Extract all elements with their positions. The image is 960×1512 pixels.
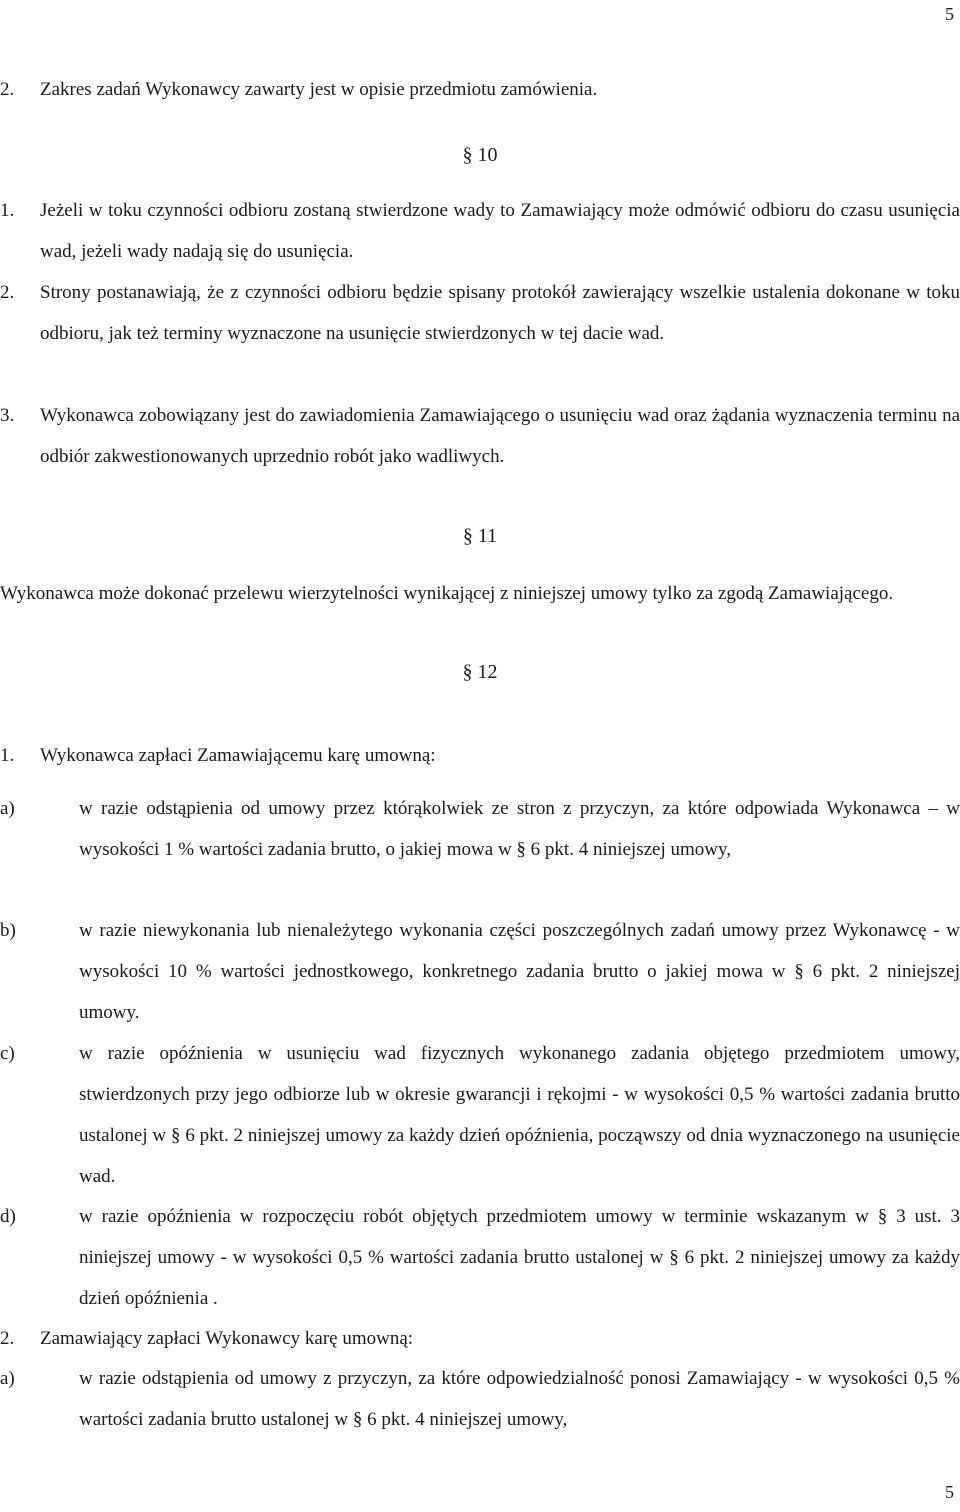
list-item-12-1-b — [0, 910, 960, 1033]
paragraph-10-1 — [0, 190, 960, 272]
item-label: a) — [0, 798, 15, 819]
list-item-12-1-a — [0, 788, 960, 870]
paragraph-text: Wykonawca może dokonać przelewu wierzytelności wynikającej z niniejszej umowy tylko za zgodą Zamawiającego. — [0, 583, 894, 604]
paragraph-9-2 — [0, 69, 960, 110]
paragraph-12-1 — [0, 735, 960, 776]
item-label: b) — [0, 920, 16, 941]
item-text: w razie opóźnienia w usunięciu wad fizycznych wykonanego zadania objętego przedmiotem umowy, stwierdzonych przy jego odbiorze lub w okresie gwarancji i rękojmi - w wysokości 0,5 % wartości zadania brutto ustalonej w § 6 pkt. 2 niniejszej umowy za każdy dzień opóźnienia, począwszy od dnia wyznaczonego na usunięcie wad. — [79, 1043, 960, 1187]
paragraph-text: Zakres zadań Wykonawcy zawarty jest w opisie przedmiotu zamówienia. — [40, 79, 598, 100]
item-number: 1. — [0, 745, 15, 766]
list-item-12-2-a — [0, 1358, 960, 1440]
paragraph-10-3 — [0, 395, 960, 477]
section-heading-12: § 12 — [462, 661, 498, 683]
item-text: w razie odstąpienia od umowy z przyczyn, za które odpowiedzialność ponosi Zamawiający - w wysokości 0,5 % wartości zadania brutto ustalonej w § 6 pkt. 4 niniejszej umowy, — [79, 1368, 960, 1430]
paragraph-11 — [0, 573, 960, 614]
item-label: c) — [0, 1043, 15, 1064]
list-item-12-1-d — [0, 1196, 960, 1319]
paragraph-text: Strony postanawiają, że z czynności odbioru będzie spisany protokół zawierający wszelkie ustalenia dokonane w toku odbioru, jak też terminy wyznaczone na usunięcie stwierdzonych w tej dacie wad. — [40, 282, 960, 344]
item-label: d) — [0, 1206, 16, 1227]
paragraph-text: Zamawiający zapłaci Wykonawcy karę umowną: — [40, 1328, 414, 1349]
item-number: 2. — [0, 1328, 15, 1349]
page-number-top: 5 — [945, 4, 954, 24]
paragraph-10-2 — [0, 272, 960, 354]
paragraph-text: Wykonawca zobowiązany jest do zawiadomienia Zamawiającego o usunięciu wad oraz żądania wyznaczenia terminu na odbiór zakwestionowanych uprzednio robót jako wadliwych. — [40, 405, 960, 467]
paragraph-12-2 — [0, 1318, 960, 1359]
item-text: w razie odstąpienia od umowy przez którąkolwiek ze stron z przyczyn, za które odpowiada Wykonawca – w wysokości 1 % wartości zadania brutto, o jakiej mowa w § 6 pkt. 4 niniejszej umowy, — [79, 798, 960, 860]
page-number-bottom: 5 — [945, 1482, 954, 1502]
item-number: 2. — [0, 79, 15, 100]
section-heading-10: § 10 — [462, 144, 498, 166]
item-text: w razie opóźnienia w rozpoczęciu robót objętych przedmiotem umowy w terminie wskazanym w § 3 ust. 3 niniejszej umowy - w wysokości 0,5 % wartości zadania brutto ustalonej w § 6 pkt. 2 niniejszej umowy za każdy dzień opóźnienia . — [79, 1206, 960, 1309]
section-heading-11: § 11 — [462, 525, 498, 547]
item-label: a) — [0, 1368, 15, 1389]
paragraph-text: Wykonawca zapłaci Zamawiającemu karę umowną: — [40, 745, 436, 766]
list-item-12-1-c — [0, 1033, 960, 1197]
item-number: 1. — [0, 200, 15, 221]
item-number: 2. — [0, 282, 15, 303]
item-number: 3. — [0, 405, 15, 426]
item-text: w razie niewykonania lub nienależytego wykonania części poszczególnych zadań umowy przez Wykonawcę - w wysokości 10 % wartości jednostkowego, konkretnego zadania brutto o jakiej mowa w § 6 pkt. 2 niniejszej umowy. — [79, 920, 960, 1023]
paragraph-text: Jeżeli w toku czynności odbioru zostaną stwierdzone wady to Zamawiający może odmówić odbioru do czasu usunięcia wad, jeżeli wady nadają się do usunięcia. — [40, 200, 960, 262]
